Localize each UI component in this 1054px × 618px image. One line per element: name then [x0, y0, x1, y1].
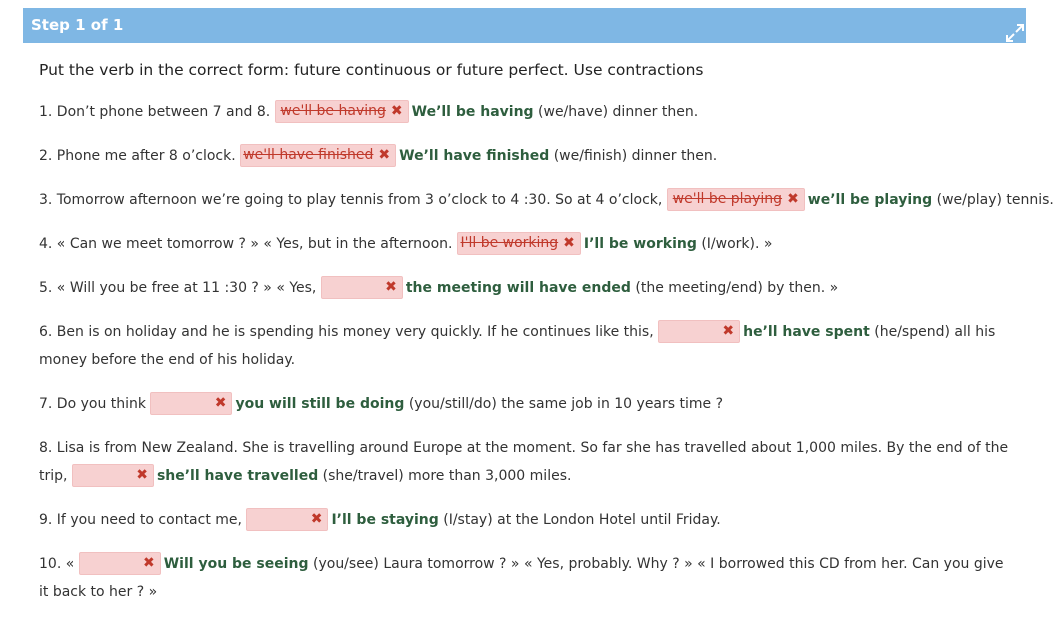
- question-text: 1. Don’t phone between 7 and 8.: [39, 104, 271, 120]
- correct-answer: he’ll have spent: [743, 324, 870, 340]
- question-text: 10. «: [39, 556, 75, 572]
- wrong-answer: we'll be having: [280, 103, 386, 119]
- question-4: [39, 230, 1014, 258]
- question-hint: (he/spend) all his money before the end of his holiday.: [39, 324, 996, 368]
- correct-answer: We’ll be having: [411, 104, 534, 120]
- red-x-icon: ✖: [378, 147, 391, 163]
- question-text: 5. « Will you be free at 11 :30 ? » « Yes,: [39, 280, 317, 296]
- step-header: [23, 8, 1026, 43]
- exercise-instruction: Put the verb in the correct form: future continuous or future perfect. Use contractions: [39, 61, 704, 79]
- wrong-answer: we'll be playing: [672, 191, 783, 207]
- answer-input[interactable]: [79, 552, 161, 575]
- correct-answer: I’ll be working: [583, 236, 697, 252]
- question-hint: (the meeting/end) by then. »: [635, 280, 839, 296]
- wrong-answer: I'll be working: [460, 235, 559, 251]
- question-2: [39, 142, 1014, 170]
- question-text: 9. If you need to contact me,: [39, 512, 242, 528]
- question-hint: (you/still/do) the same job in 10 years time ?: [408, 396, 724, 412]
- red-x-icon: ✖: [214, 395, 227, 411]
- question-hint: (I/stay) at the London Hotel until Friday.: [443, 512, 721, 528]
- question-text: 6. Ben is on holiday and he is spending his money very quickly. If he continues like this,: [39, 324, 654, 340]
- answer-input[interactable]: [72, 464, 154, 487]
- question-hint: (we/finish) dinner then.: [553, 148, 718, 164]
- question-hint: (we/have) dinner then.: [538, 104, 699, 120]
- correct-answer: We’ll have finished: [399, 148, 550, 164]
- red-x-icon: ✖: [722, 323, 735, 339]
- answer-input[interactable]: [150, 392, 232, 415]
- red-x-icon: ✖: [136, 467, 148, 483]
- red-x-icon: ✖: [787, 191, 799, 207]
- answer-input[interactable]: [457, 232, 581, 255]
- question-9: [39, 506, 1014, 534]
- question-hint: (I/work). »: [701, 236, 773, 252]
- red-x-icon: ✖: [385, 279, 397, 295]
- correct-answer: I’ll be staying: [331, 512, 439, 528]
- expand-arrows-icon[interactable]: [1004, 22, 1026, 44]
- red-x-icon: ✖: [310, 511, 323, 527]
- question-hint: (she/travel) more than 3,000 miles.: [322, 468, 572, 484]
- correct-answer: you will still be doing: [235, 396, 405, 412]
- answer-input[interactable]: [240, 144, 396, 167]
- correct-answer: she’ll have travelled: [156, 468, 319, 484]
- question-hint: (you/see) Laura tomorrow ? » « Yes, probably. Why ? » « I borrowed this CD from her. Can you give it back to her ? »: [39, 556, 1004, 600]
- question-3: [39, 186, 1054, 214]
- question-1: [39, 98, 1014, 126]
- question-text: 4. « Can we meet tomorrow ? » « Yes, but in the afternoon.: [39, 236, 453, 252]
- question-text: 3. Tomorrow afternoon we’re going to play tennis from 3 o’clock to 4 :30. So at 4 o’clock,: [39, 192, 663, 208]
- step-label: Step 1 of 1: [31, 16, 124, 34]
- red-x-icon: ✖: [143, 555, 155, 571]
- question-8: [39, 434, 1014, 490]
- answer-input[interactable]: [321, 276, 403, 299]
- wrong-answer: we'll have finished: [243, 147, 374, 163]
- correct-answer: the meeting will have ended: [405, 280, 631, 296]
- question-hint: (we/play) tennis.: [936, 192, 1054, 208]
- red-x-icon: ✖: [390, 103, 403, 119]
- question-text: 8. Lisa is from New Zealand. She is travelling around Europe at the moment. So far she has travelled about 1,000 miles. By the end of the trip,: [39, 440, 1009, 484]
- question-7: [39, 390, 1014, 418]
- question-5: [39, 274, 1014, 302]
- answer-input[interactable]: [667, 188, 805, 211]
- red-x-icon: ✖: [563, 235, 575, 251]
- answer-input[interactable]: [275, 100, 409, 123]
- answer-input[interactable]: [658, 320, 740, 343]
- question-6: [39, 318, 1014, 374]
- question-text: 7. Do you think: [39, 396, 147, 412]
- answer-input[interactable]: [246, 508, 328, 531]
- correct-answer: we’ll be playing: [807, 192, 933, 208]
- question-10: [39, 550, 1014, 606]
- correct-answer: Will you be seeing: [163, 556, 309, 572]
- question-text: 2. Phone me after 8 o’clock.: [39, 148, 236, 164]
